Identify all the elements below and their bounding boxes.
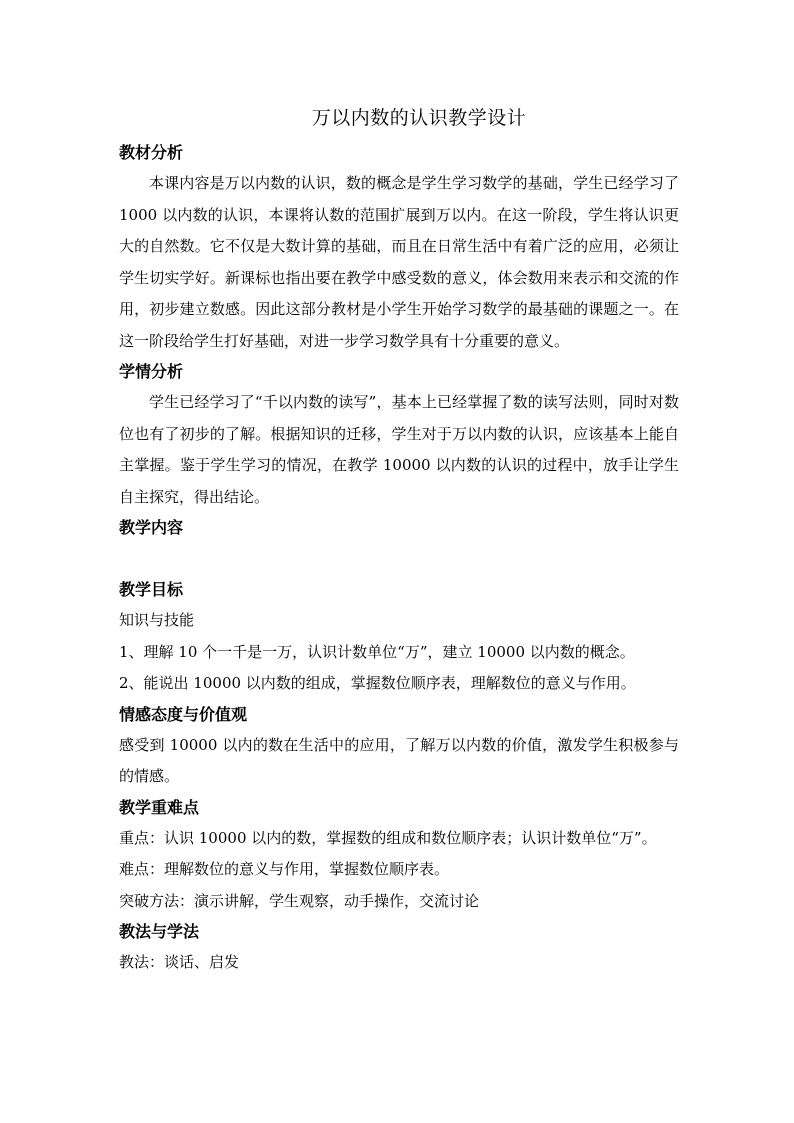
- goal-item-2: 2、能说出 10000 以内数的组成，掌握数位顺序表，理解数位的意义与作用。: [119, 674, 636, 692]
- empty-spacer: [119, 543, 679, 575]
- key-point-difficulty: 难点：理解数位的意义与作用，掌握数位顺序表。: [119, 860, 450, 878]
- key-point-breakthrough: 突破方法：演示讲解，学生观察，动手操作，交流讨论: [119, 891, 480, 910]
- heading-teaching-content: 教学内容: [119, 518, 184, 537]
- subheading-knowledge-skills: 知识与技能: [119, 611, 195, 629]
- heading-textbook-analysis: 教材分析: [119, 143, 184, 162]
- heading-learner-analysis: 学情分析: [119, 362, 184, 381]
- heading-attitude-values: 情感态度与价值观: [119, 704, 248, 724]
- paragraph-attitude-values: 感受到 10000 以内的数在生活中的应用，了解万以内数的价值，激发学生积极参与的情感。: [119, 735, 679, 785]
- document-page: [119, 104, 679, 979]
- heading-teaching-methods: 教法与学法: [119, 922, 200, 941]
- paragraph-textbook-analysis: 本课内容是万以内数的认识，数的概念是学生学习数学的基础，学生已经学习了 1000 以内数的认识，本课将认数的范围扩展到万以内。在这一阶段，学生将认识更大的自然数。它不仅是大数计算的基础，而且在日常生活中有着广泛的应用，必须让学生切实学好。新课标也指出要在教学中感受数的意义，体会数用来表示和交流的作用，初步建立数感。因此这部分教材是小学生开始学习数学的最基础的课题之一。在这一阶段给学生打好基础，对进一步学习数学具有十分重要的意义。: [119, 174, 679, 350]
- document-title: 万以内数的认识教学设计: [311, 107, 527, 129]
- heading-teaching-goals: 教学目标: [119, 580, 184, 599]
- goal-item-1: 1、理解 10 个一千是一万，认识计数单位“万”，建立 10000 以内数的概念。: [119, 642, 635, 661]
- paragraph-learner-analysis: 学生已经学习了“千以内数的读写”，基本上已经掌握了数的读写法则，同时对数位也有了初步的了解。根据知识的迁移，学生对于万以内数的认识，应该基本上能自主掌握。鉴于学生学习的情况，在教学 10000 以内数的认识的过程中，放手让学生自主探究，得出结论。: [119, 393, 679, 506]
- teaching-method-line: 教法：谈话、启发: [119, 953, 240, 971]
- key-point-focus: 重点：认识 10000 以内的数，掌握数的组成和数位顺序表；认识计数单位“万”。: [119, 828, 657, 847]
- heading-key-difficult-points: 教学重难点: [119, 797, 200, 817]
